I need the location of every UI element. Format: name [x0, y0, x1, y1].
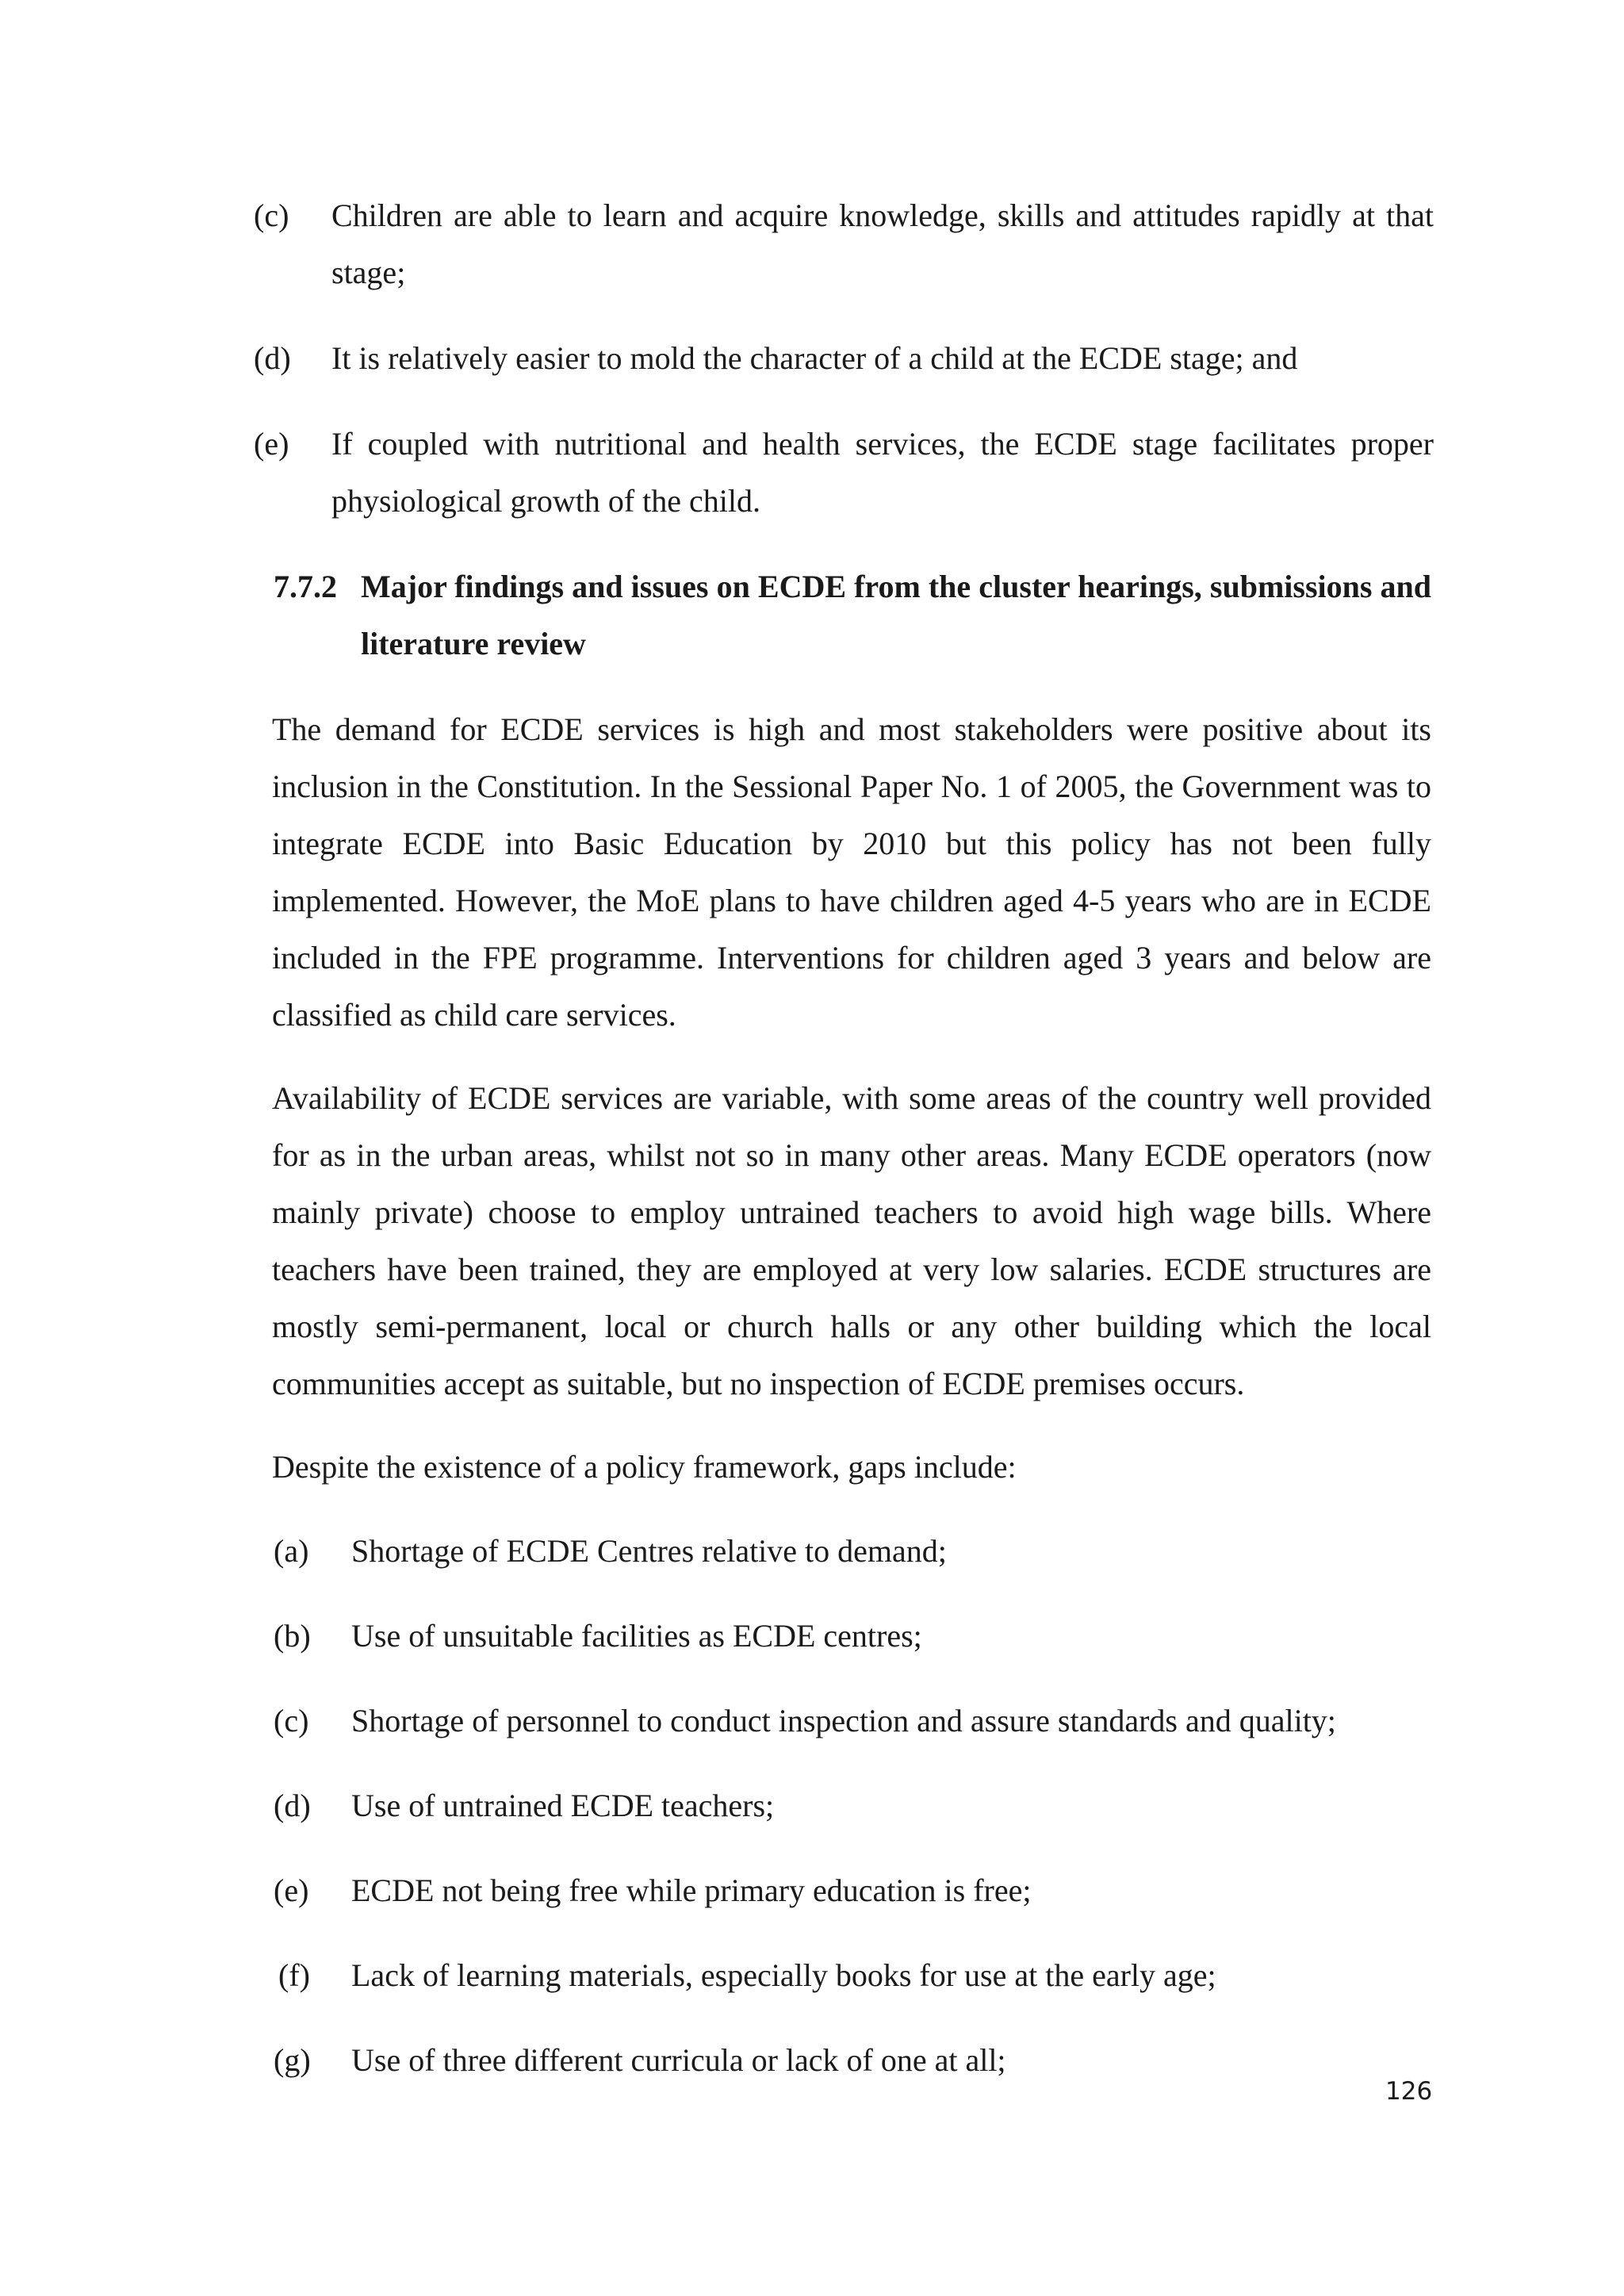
section-heading [274, 558, 1431, 673]
list-item [254, 187, 1435, 301]
list-marker: (c) [274, 1703, 309, 1738]
list-item [274, 1947, 1431, 2004]
list-item [274, 1692, 1431, 1750]
list-item [274, 1523, 1431, 1580]
list-item [254, 416, 1435, 530]
list-item-text: If coupled with nutritional and health services, the ECDE stage facilitates proper physiological growth of the child. [331, 426, 1434, 519]
list-marker: (g) [274, 2042, 311, 2078]
list-item-text: ECDE not being free while primary education is free; [351, 1872, 1032, 1908]
body-paragraph: Despite the existence of a policy framework, gaps include: [272, 1449, 1017, 1485]
page-number: 126 [1385, 2077, 1433, 2106]
list-marker: (e) [254, 426, 289, 462]
list-item-text: Use of unsuitable facilities as ECDE centres; [351, 1618, 922, 1654]
list-item-text: Shortage of ECDE Centres relative to demand; [351, 1533, 947, 1569]
body-paragraph: The demand for ECDE services is high and most stakeholders were positive about its inclusion in the Constitution. In the Sessional Paper No. 1 of 2005, the Government was to integrate ECDE into Basic Education by 2010 but this policy has not been fully implemented. However, the MoE plans to have children aged 4-5 years who are in ECDE included in the FPE programme. Interventions for children aged 3 years and below are classified as child care services. [272, 711, 1431, 1033]
list-marker: (d) [274, 1788, 311, 1823]
section-number: 7.7.2 [274, 569, 337, 604]
list-item [274, 2032, 1431, 2089]
list-marker: (e) [274, 1872, 309, 1908]
list-item-text: Shortage of personnel to conduct inspection and assure standards and quality; [351, 1703, 1336, 1738]
list-item-text: Use of three different curricula or lack of one at all; [351, 2042, 1006, 2078]
list-marker: (c) [254, 197, 289, 233]
list-marker: (f) [278, 1957, 310, 1993]
section-title: Major findings and issues on ECDE from the cluster hearings, submissions and literature review [361, 569, 1431, 661]
list-item [274, 1777, 1431, 1834]
list-marker: (a) [274, 1533, 309, 1569]
list-item [274, 1862, 1431, 1919]
list-marker: (d) [254, 340, 291, 376]
list-item-text: Use of untrained ECDE teachers; [351, 1788, 775, 1823]
list-item-text: Lack of learning materials, especially books for use at the early age; [351, 1957, 1216, 1993]
list-item-text: It is relatively easier to mold the character of a child at the ECDE stage; and [331, 340, 1298, 376]
list-item-text: Children are able to learn and acquire knowledge, skills and attitudes rapidly at that stage; [331, 197, 1434, 290]
list-item [274, 1608, 1431, 1665]
list-marker: (b) [274, 1618, 311, 1654]
body-paragraph: Availability of ECDE services are variable, with some areas of the country well provided for as in the urban areas, whilst not so in many other areas. Many ECDE operators (now mainly private) choose to employ untrained teachers to avoid high wage bills. Where teachers have been trained, they are employed at very low salaries. ECDE structures are mostly semi-permanent, local or church halls or any other building which the local communities accept as suitable, but no inspection of ECDE premises occurs. [272, 1080, 1431, 1401]
list-item [254, 330, 1435, 387]
